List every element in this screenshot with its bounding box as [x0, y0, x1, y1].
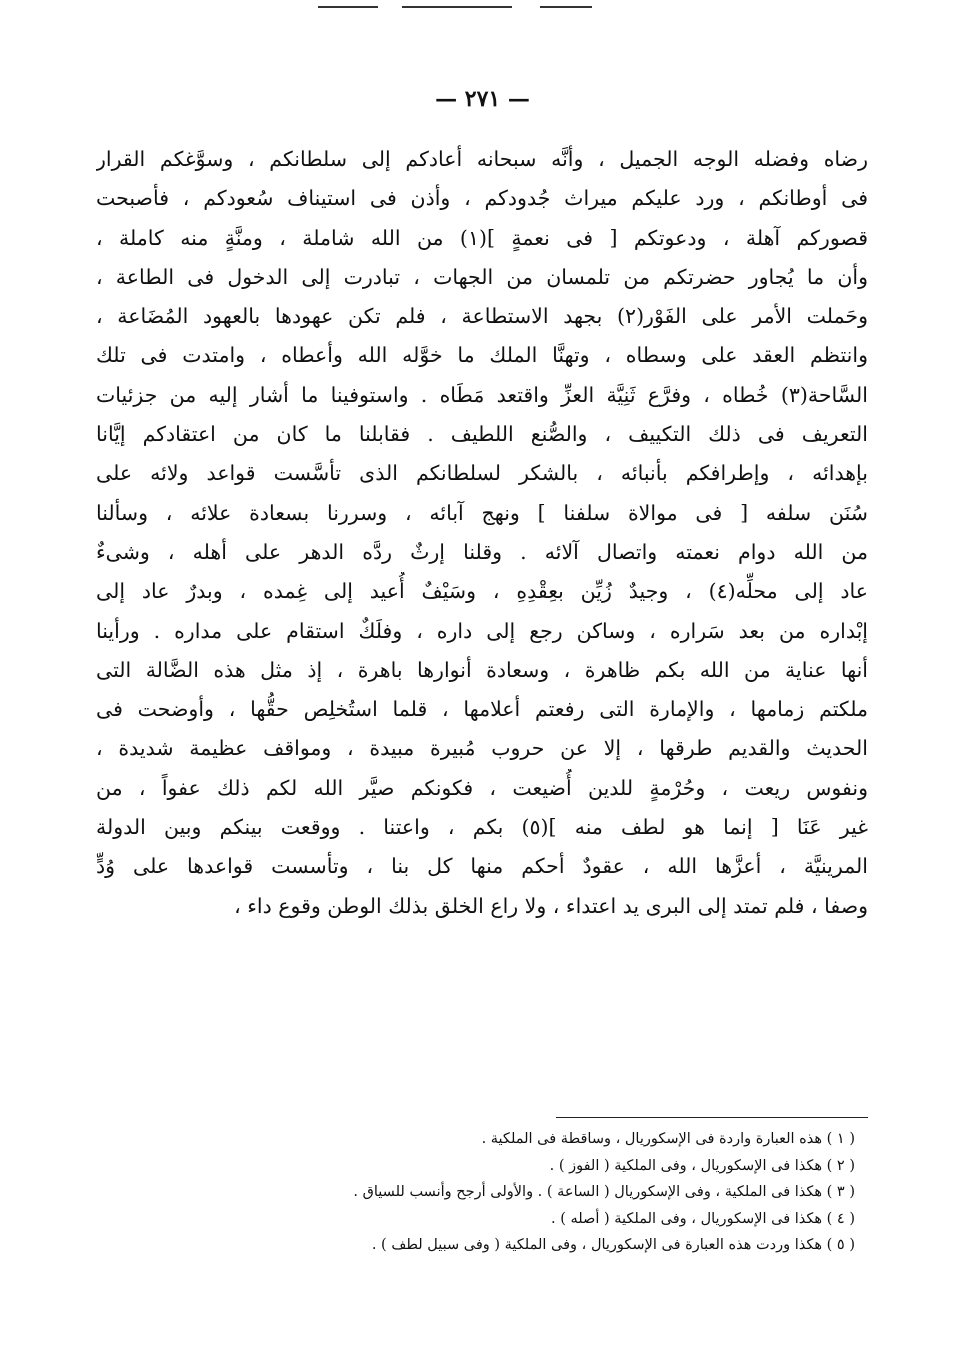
body-line: وصفا ، فلم تمتد إلى البرى يد اعتداء ، ولا راع الخلق بذلك الوطن وقوع داء ، — [234, 893, 868, 918]
body-line: قصوركم آهلة ، ودعوتكم [ فى نعمةٍ ](١) من الله شاملة ، ومنَّةٍ منه كاملة ، — [96, 225, 868, 250]
body-line: ملكتم زمامها ، والإمارة التى رفعتم أعلامها ، قلما استُخلِص حقُّها ، وأوضحت فى — [96, 697, 868, 722]
footnote: ( ٤ ) هكذا فى الإسكوريال ، وفى الملكية ( أصله ) . — [550, 1210, 855, 1227]
page-number: — ٢٧١ — — [435, 86, 530, 112]
body-line: وانتظم العقد على وسطاه ، وتهنَّا الملك ما خوَّله الله وأعطاه ، وامتدت فى تلك — [96, 343, 868, 368]
body-line: المرينيَّة ، أعزَّها الله ، عقودٌ أحكم منها كل بنا ، وتأسست قواعدها على وُدٍّ — [96, 854, 868, 879]
body-line: ونفوس ريعت ، وحُرْمةٍ للدين أُضيعت ، فكونكم صيَّر الله لكم ذلك عفواً ، من — [96, 775, 868, 800]
top-edge-rule — [402, 6, 512, 8]
body-line: عاد إلى محلِّه(٤) ، وجيدٌ زُيِّن بعِقْدِهِ ، وسَيْفٌ أُعيد إلى غِمده ، وبدرٌ عاد إلى — [96, 579, 868, 604]
footnote-separator — [556, 1117, 868, 1118]
body-line: وأن ما يُجاور حضرتكم من تلمسان من الجهات ، تبادرت إلى الدخول فى الطاعة ، — [96, 264, 868, 289]
body-line: من الله دوام نعمته واتصال آلائه . وقلنا إرثٌ ردَّه الدهر على أهله ، وشىءٌ — [96, 539, 868, 564]
body-line: سُنَن سلفه [ فى موالاة سلفنا ] ونهج آبائه ، وسررنا بسعادة علائه ، وسألنا — [96, 500, 868, 525]
body-line: الحديث والقديم طرقها ، إلا عن حروب مُبيرة مبيدة ، ومواقف عظيمة شديدة ، — [96, 736, 868, 761]
footnote: ( ١ ) هذه العبارة واردة فى الإسكوريال ، وساقطة فى الملكية . — [481, 1131, 855, 1147]
body-text — [96, 140, 868, 926]
footnotes — [150, 1126, 855, 1259]
top-edge-rule — [318, 6, 378, 8]
body-line: رضاه وفضله الوجه الجميل ، وأنَّه سبحانه أعادكم إلى سلطانكم ، وسوَّغكم القرار — [96, 147, 868, 171]
top-edge-rule — [540, 6, 592, 8]
body-line: وحَملت الأمر على الفَوْر(٢) بجهد الاستطاعة ، فلم تكن عهودها بالعهود المُضَاعة ، — [96, 304, 868, 329]
body-line: التعريف فى ذلك التكييف ، والصُّنع اللطيف . فقابلنا ما كان من اعتقادكم إيَّانا — [96, 422, 868, 447]
body-line: بإهدائه ، وإطرافكم بأنبائه ، بالشكر لسلطانكم الذى تأسَّست قواعد ولائه على — [96, 461, 868, 486]
footnote: ( ٣ ) هكذا فى الملكية ، وفى الإسكوريال ( الساعة ) . والأولى أرجح وأنسب للسياق . — [353, 1184, 855, 1200]
body-line: أنها عناية من الله بكم ظاهرة ، وسعادة أنوارها باهرة ، إذ مثل هذه الضَّالة التى — [96, 657, 868, 682]
footnote: ( ٢ ) هكذا فى الإسكوريال ، وفى الملكية ( الفوز ) . — [549, 1157, 855, 1174]
body-line: فى أوطانكم ، ورد عليكم ميراث جُدودكم ، وأذن فى استيناف سُعودكم ، فأصبحت — [96, 186, 868, 211]
body-line: غير عَنَا [ إنما هو لطف منه ](٥) بكم ، واعتنا . ووقعت بينكم وبين الدولة — [96, 815, 868, 840]
body-line: إبْداره من بعد سَراره ، وساكن رجع إلى داره ، وفلَكٌ استقام على مداره . ورأينا — [96, 618, 868, 643]
footnote: ( ٥ ) هكذا وردت هذه العبارة فى الإسكوريال ، وفى الملكية ( وفى سبيل لطف ) . — [371, 1237, 855, 1253]
body-line: السَّاحة(٣) خُطاه ، وفرَّع ثَنِيَّة العزِّ واقتعد مَطَاه . واستوفينا ما أشار إليه من جزئيات — [96, 382, 868, 407]
